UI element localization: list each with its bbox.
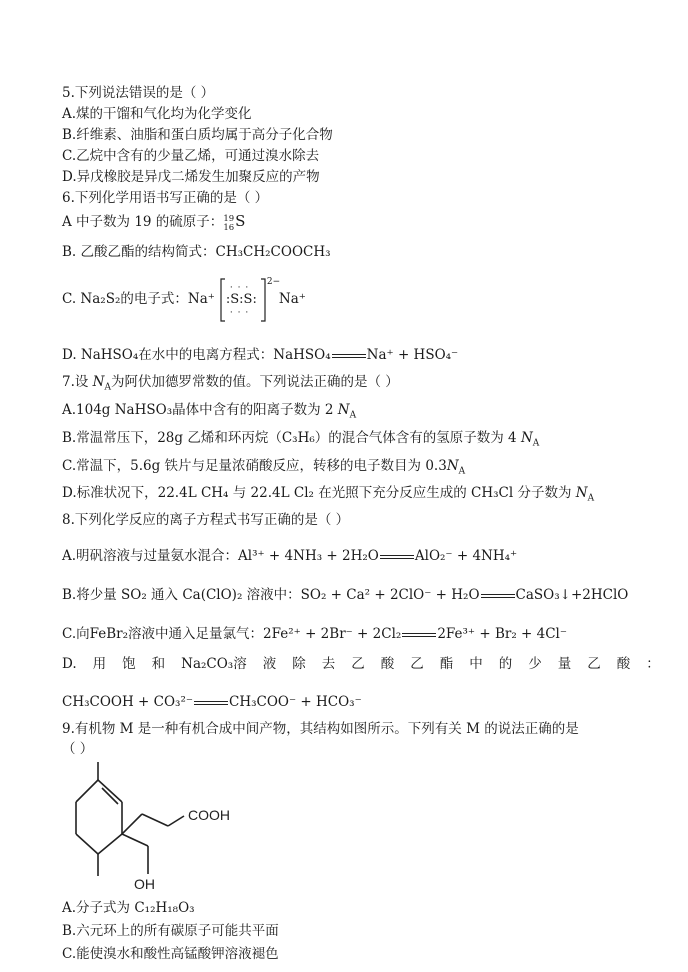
na-subscript: A (587, 493, 595, 504)
q8-d-word: 除 (292, 656, 306, 672)
q5-option-c: C.乙烷中含有的少量乙烯，可通过溴水除去 (62, 148, 320, 164)
q8-d-word: Na₂CO₃溶 (181, 656, 247, 672)
q6-option-c (62, 276, 660, 322)
disulfide-core: :S:S: (225, 291, 257, 307)
na-symbol: N (520, 430, 533, 446)
q8-d-word: 乙 (410, 656, 424, 672)
q9-option-b: B.六元环上的所有碳原子可能共平面 (62, 923, 279, 939)
q7-c-text: C.常温下，5.6g 铁片与足量浓硝酸反应，转移的电子数目为 0.3 (62, 458, 447, 474)
isotope-notation (223, 215, 234, 233)
q8-c-products: 2Fe³⁺ + Br₂ + 4Cl⁻ (437, 626, 567, 642)
q5-stem: 5.下列说法错误的是（ ） (62, 85, 215, 101)
q8-d-products: CH₃COO⁻ + HCO₃⁻ (229, 694, 362, 710)
atomic-number: 16 (223, 223, 235, 233)
q7-stem-post: 为阿伏加德罗常数的值。下列说法正确的是（ ） (110, 374, 399, 390)
na-symbol: N (446, 458, 459, 474)
q6-option-a (62, 213, 660, 233)
sodium-ion-right: Na⁺ (278, 291, 306, 307)
ion-charge: 2− (266, 276, 281, 287)
q8-d-word: 和 (151, 656, 166, 672)
q8-d-word: 饱 (122, 656, 136, 672)
oh-label: OH (134, 876, 155, 892)
q7-option-c (62, 458, 660, 477)
na-subscript: A (458, 466, 466, 477)
q6-stem: 6.下列化学用语书写正确的是（ ） (62, 190, 269, 206)
q8-a-products: AlO₂⁻ + 4NH₄⁺ (414, 548, 518, 564)
q8-d-word: 中 (469, 656, 483, 672)
q7-b-text: B.常温常压下，28g 乙烯和环丙烷（C₃H₆）的混合气体含有的氢原子数为 4 (62, 430, 517, 446)
electron-dot-bracket (219, 276, 281, 323)
q6-d-reactant: NaHSO₄ (273, 347, 331, 363)
na-subscript: A (349, 410, 357, 421)
q8-d-word: 乙 (587, 656, 601, 672)
equals-sign (332, 354, 366, 358)
q7-stem (62, 374, 660, 393)
q8-c-reactants: C.向FeBr₂溶液中通入足量氯气：2Fe²⁺ + 2Br⁻ + 2Cl₂ (62, 626, 402, 642)
na-subscript: A (104, 382, 111, 393)
q8-d-equation (62, 694, 660, 710)
equals-sign (481, 594, 515, 598)
q8-d-word: 酸 (616, 656, 631, 672)
q8-a-reactants: A.明矾溶液与过量氨水混合：Al³⁺ + 4NH₃ + 2H₂O (62, 548, 379, 564)
q8-option-b (62, 587, 660, 603)
q5-option-a: A.煤的干馏和气化均为化学变化 (62, 106, 252, 122)
q8-b-reactants: B.将少量 SO₂ 通入 Ca(ClO)₂ 溶液中：SO₂ + Ca² + 2ClO⁻ + H₂O (62, 587, 480, 603)
q8-stem: 8.下列化学反应的离子方程式书写正确的是（ ） (62, 512, 350, 528)
sodium-ion-left: Na⁺ (187, 291, 215, 307)
lone-pair-dots-bottom: · · · (229, 307, 250, 318)
q5-option-d: D.异戊橡胶是异戊二烯发生加聚反应的产物 (62, 169, 320, 185)
mass-number: 19 (223, 214, 235, 224)
q6-c-text: C. Na₂S₂的电子式： (62, 291, 188, 307)
q7-d-text: D.标准状况下，22.4L CH₄ 与 22.4L Cl₂ 在光照下充分反应生成的 CH₃Cl 分子数为 (62, 485, 572, 501)
q8-d-word: 少 (528, 656, 542, 672)
element-symbol: S (235, 212, 246, 230)
q9-option-c: C.能使溴水和酸性高锰酸钾溶液褪色 (62, 946, 279, 962)
na-subscript: A (532, 438, 540, 449)
q8-d-word: 酯 (439, 656, 454, 672)
q6-option-b (62, 244, 660, 260)
cooh-label: COOH (188, 807, 230, 823)
q9-stem: 9.有机物 M 是一种有机合成中间产物，其结构如图所示。下列有关 M 的说法正确的是 (62, 721, 579, 737)
q6-b-text: B. 乙酸乙酯的结构简式： (62, 244, 216, 260)
q8-d-word: ： (646, 656, 660, 672)
q9-paren: （ ） (62, 741, 94, 757)
q8-d-word: 液 (262, 656, 277, 672)
q7-option-b (62, 430, 660, 449)
q6-d-products: Na⁺ + HSO₄⁻ (366, 347, 459, 363)
equals-sign (380, 555, 414, 559)
q9-option-a: A.分子式为 C₁₂H₁₈O₃ (62, 900, 195, 916)
q8-option-a (62, 548, 660, 564)
equals-sign (402, 633, 436, 637)
q6-b-formula: CH₃CH₂COOCH₃ (215, 244, 331, 260)
q8-d-word: 乙 (351, 656, 365, 672)
na-symbol: N (92, 374, 105, 390)
q7-option-d (62, 485, 660, 504)
lone-pair-dots-top: · · · (229, 282, 250, 293)
q8-d-word: 用 (92, 656, 107, 672)
q8-d-word: 酸 (380, 656, 395, 672)
q8-option-c (62, 626, 660, 642)
q8-d-word: 的 (498, 656, 513, 672)
q6-a-text: A 中子数为 19 的硫原子： (62, 214, 224, 230)
q7-stem-pre: 7.设 (62, 374, 93, 390)
equals-sign (194, 701, 228, 705)
na-symbol: N (575, 485, 588, 501)
skeletal-bonds (76, 762, 184, 876)
molecule-m-structure (60, 756, 260, 896)
q6-option-d (62, 347, 660, 363)
q8-d-word: D. (62, 656, 77, 672)
q8-option-d (62, 656, 660, 672)
q7-a-text: A.104g NaHSO₃晶体中含有的阳离子数为 2 (62, 402, 334, 418)
q8-b-products: CaSO₃↓+2HClO (515, 587, 629, 603)
q8-d-reactants: CH₃COOH + CO₃²⁻ (62, 694, 193, 710)
na-symbol: N (337, 402, 350, 418)
q5-option-b: B.纤维素、油脂和蛋白质均属于高分子化合物 (62, 127, 333, 143)
q7-option-a (62, 402, 660, 421)
q6-d-text: D. NaHSO₄在水中的电离方程式： (62, 347, 274, 363)
q8-d-word: 去 (321, 656, 336, 672)
q8-d-word: 量 (557, 656, 572, 672)
